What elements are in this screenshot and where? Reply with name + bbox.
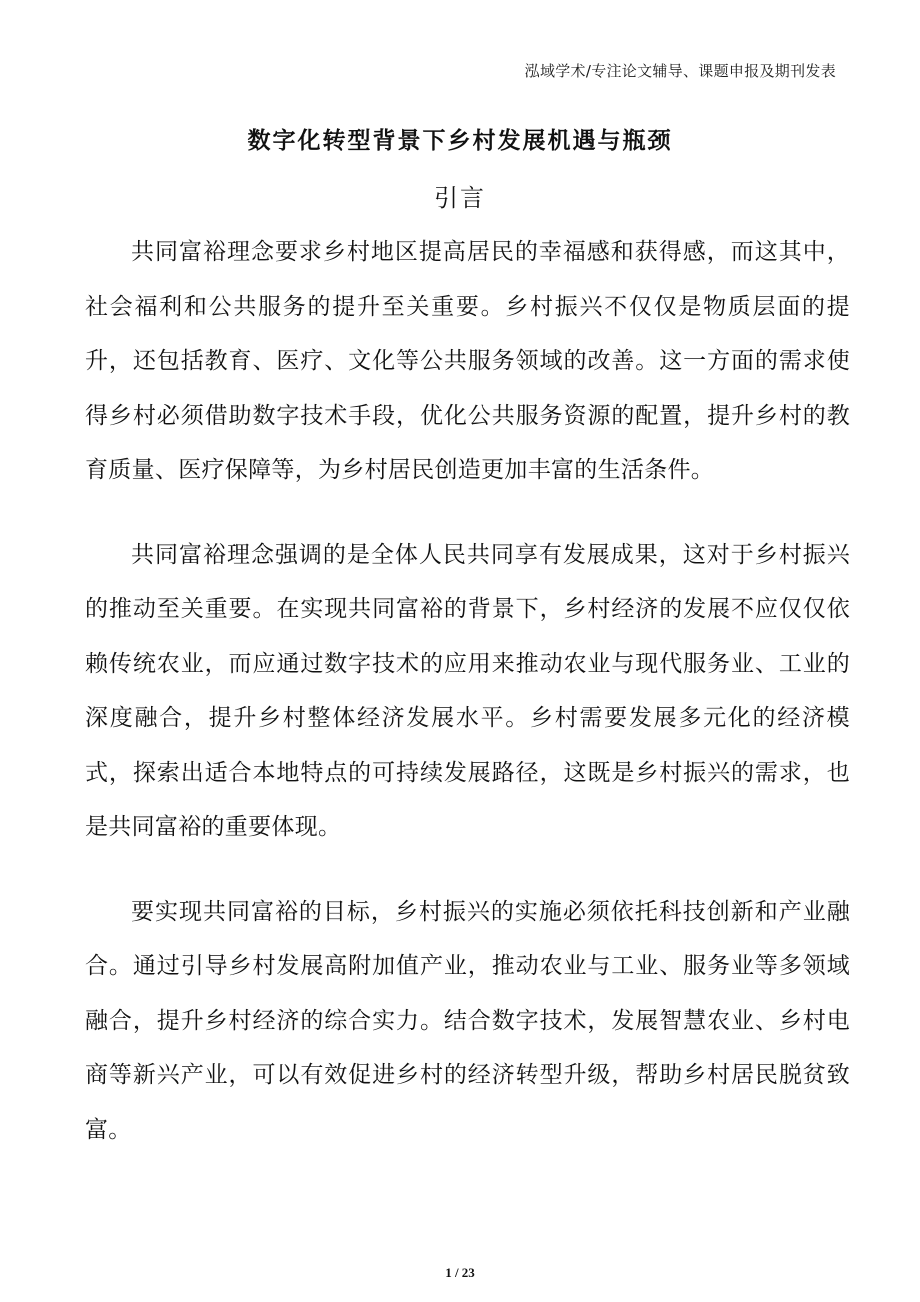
paragraph-1: 共同富裕理念要求乡村地区提高居民的幸福感和获得感，而这其中，社会福利和公共服务的提升至关重要。乡村振兴不仅仅是物质层面的提升，还包括教育、医疗、文化等公共服务领域的改善。这一方面的需求使得乡村必须借助数字技术手段，优化公共服务资源的配置，提升乡村的教育质量、医疗保障等，为乡村居民创造更加丰富的生活条件。	[85, 239, 850, 483]
page-number: 1 / 23	[445, 1265, 475, 1280]
page-header: 泓域学术/专注论文辅导、课题申报及期刊发表	[524, 62, 836, 80]
document-body	[85, 225, 850, 1187]
section-heading: 引言	[434, 184, 486, 212]
document-title: 数字化转型背景下乡村发展机遇与瓶颈	[247, 128, 673, 154]
paragraph-2: 共同富裕理念强调的是全体人民共同享有发展成果，这对于乡村振兴的推动至关重要。在实现共同富裕的背景下，乡村经济的发展不应仅仅依赖传统农业，而应通过数字技术的应用来推动农业与现代服务业、工业的深度融合，提升乡村整体经济发展水平。乡村需要发展多元化的经济模式，探索出适合本地特点的可持续发展路径，这既是乡村振兴的需求，也是共同富裕的重要体现。	[85, 541, 850, 840]
paragraph-3: 要实现共同富裕的目标，乡村振兴的实施必须依托科技创新和产业融合。通过引导乡村发展高附加值产业，推动农业与工业、服务业等多领域融合，提升乡村经济的综合实力。结合数字技术，发展智慧农业、乡村电商等新兴产业，可以有效促进乡村的经济转型升级，帮助乡村居民脱贫致富。	[85, 898, 850, 1143]
